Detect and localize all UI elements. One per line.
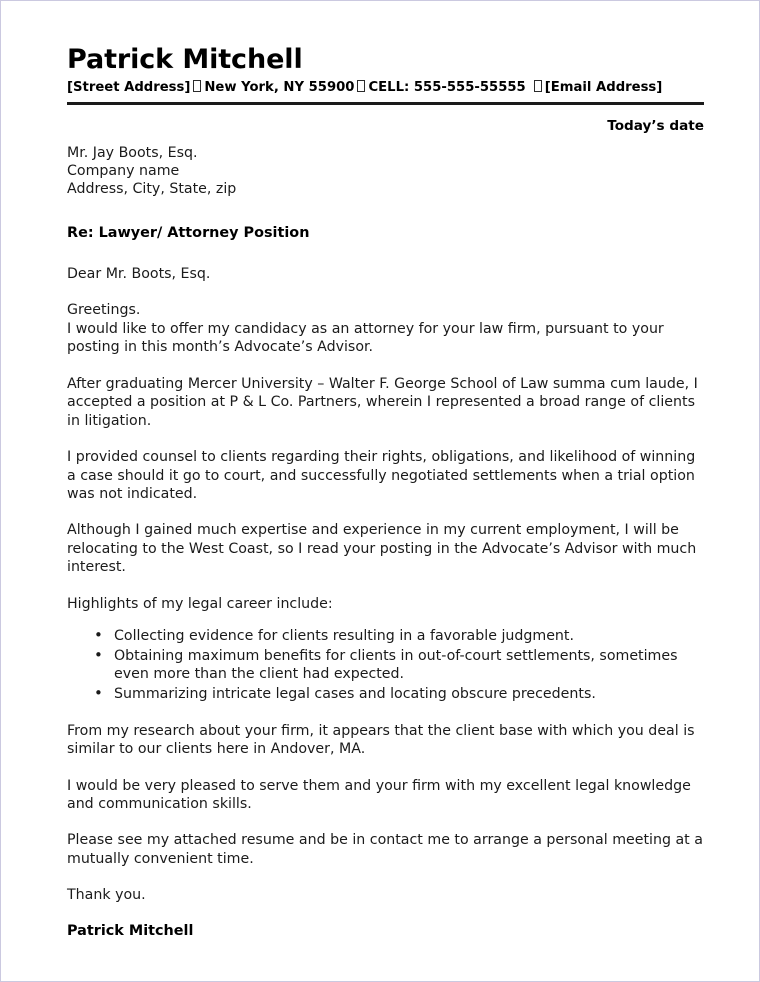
closing-thanks: Thank you. [67, 887, 146, 904]
letterhead-divider [67, 102, 704, 105]
list-item: • Obtaining maximum benefits for clients in out-of-court settlements, sometimes even more than the client had expected. [114, 647, 704, 684]
contact-city-state-zip: New York, NY 55900 [204, 80, 355, 96]
body-paragraph: Although I gained much expertise and experience in my current employment, I will be relocating to the West Coast, so I read your posting in the Advocate’s Advisor with much interest. [67, 522, 697, 576]
subject-line: Re: Lawyer/ Attorney Position [67, 225, 310, 242]
closing-paragraph: Please see my attached resume and be in contact me to arrange a personal meeting at a mutually convenient time. [67, 832, 703, 867]
recipient-line: Mr. Jay Boots, Esq. [67, 145, 198, 162]
salutation: Dear Mr. Boots, Esq. [67, 265, 211, 282]
list-item: • Collecting evidence for clients resulting in a favorable judgment. [114, 627, 704, 646]
missing-glyph-box-icon [534, 80, 542, 92]
contact-phone: CELL: 555-555-55555 [368, 80, 526, 96]
closing-paragraph: I would be very pleased to serve them and your firm with my excellent legal knowledge and communication skills. [67, 777, 691, 812]
missing-glyph-box-icon [357, 80, 365, 92]
highlights-list [67, 627, 704, 703]
letter-date: Today’s date [607, 117, 704, 134]
recipient-line: Company name [67, 162, 180, 179]
letterhead-name: Patrick Mitchell [67, 44, 303, 75]
body-paragraph: I provided counsel to clients regarding their rights, obligations, and likelihood of winning a case should it go to court, and successfully negotiated settlements when a trial option was not indicated. [67, 449, 696, 502]
letterhead [67, 1, 704, 105]
closing-paragraph: From my research about your firm, it appears that the client base with which you deal is similar to our clients here in Andover, MA. [67, 722, 695, 758]
highlights-intro: Highlights of my legal career include: [67, 595, 333, 612]
signature-name: Patrick Mitchell [67, 922, 194, 939]
list-item: • Summarizing intricate legal cases and locating obscure precedents. [114, 685, 704, 704]
letter-content [67, 1, 704, 940]
recipient-address-block [67, 145, 704, 198]
body-paragraph: After graduating Mercer University – Walter F. George School of Law summa cum laude, I accepted a position at P & L Co. Partners, wherein I represented a broad range of clients in litigation. [67, 375, 698, 429]
greeting-block [67, 301, 704, 356]
greeting-continued-text: I would like to offer my candidacy as an attorney for your law firm, pursuant to your posting in this month’s Advocate’s Advisor. [67, 320, 664, 356]
greeting-text: Greetings. [67, 302, 141, 319]
letterhead-contact-line [67, 80, 704, 97]
missing-glyph-box-icon [193, 80, 201, 92]
recipient-line: Address, City, State, zip [67, 180, 237, 197]
contact-email: [Email Address] [544, 80, 663, 96]
contact-street: [Street Address] [67, 80, 191, 96]
